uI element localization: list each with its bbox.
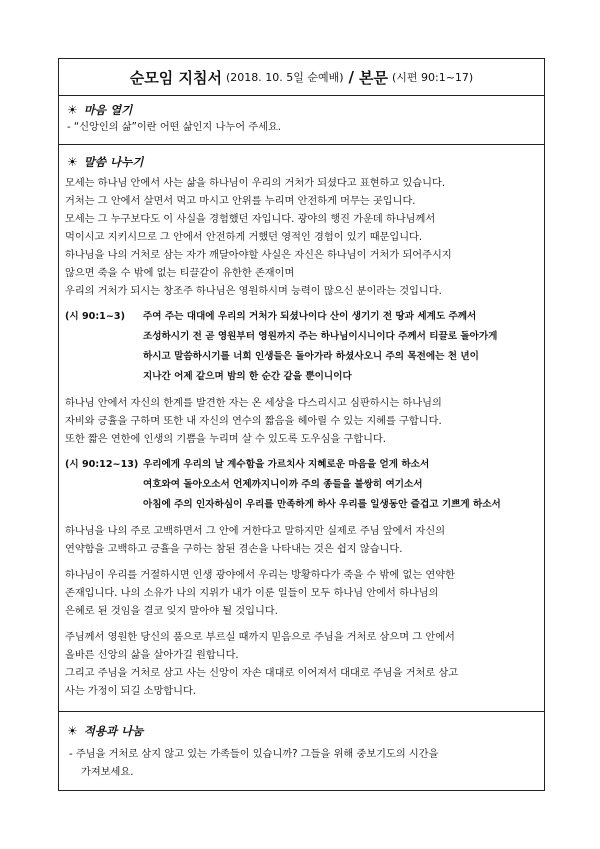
sun-icon: ☀ (67, 103, 78, 117)
worship-date: (2018. 10. 5일 순예배) (225, 71, 344, 84)
section-apply (59, 712, 544, 790)
share-paragraph-5 (65, 629, 538, 701)
main-text-label: 본문 (358, 68, 388, 87)
text-line: 우리의 거처가 되시는 창조주 하나님은 영원하시며 능력이 많으신 분이라는 것입니다. (65, 286, 442, 297)
verse-reference: (시 90:12~13) (65, 459, 139, 470)
verse-line: 아침에 주의 인자하심이 우리를 만족하게 하사 우리를 일생동안 즐겁고 기쁘게 하소서 (143, 499, 501, 510)
text-line: 모세는 하나님 안에서 사는 삶을 하나님이 우리의 거처가 되셨다고 표현하고 있습니다. (65, 178, 446, 189)
apply-heading-text: 적용과 나눔 (83, 724, 144, 738)
sun-icon: ☀ (67, 724, 78, 738)
apply-question (65, 746, 538, 782)
page-title: 순모임 지침서 (129, 68, 222, 87)
text-line: 하나님이 우리를 거절하시면 인생 광야에서 우리는 방황하다가 죽을 수 밖에 없는 연약한 (65, 570, 455, 581)
share-paragraph-1 (65, 175, 538, 301)
title-row (59, 59, 544, 96)
apply-heading (67, 722, 538, 740)
scripture-quote-2 (65, 455, 538, 515)
text-line: 은혜로 된 것임을 결코 잊지 말아야 될 것입니다. (65, 606, 278, 617)
text-line: 하나님 안에서 자신의 한계를 발견한 자는 온 세상을 다스리시고 심판하시는 하나님의 (65, 398, 442, 409)
verse-line: 조성하시기 전 곧 영원부터 영원까지 주는 하나님이시니이다 주께서 티끌로 돌아가게 (143, 331, 498, 342)
text-line: 주님께서 영원한 당신의 품으로 부르실 때까지 믿음으로 주님을 거처로 삼으며 그 안에서 (65, 632, 455, 643)
section-open-heart (59, 96, 544, 145)
text-line: 올바른 신앙의 삶을 살아가길 원합니다. (65, 650, 239, 661)
text-line: - 주님을 거처로 삼지 않고 있는 가족들이 있습니까? 그들을 위해 중보기도의 시간을 (69, 749, 439, 760)
scripture-passage: (시편 90:1~17) (391, 71, 474, 84)
text-line: 사는 가정이 되길 소망합니다. (65, 686, 197, 697)
section-share-word (59, 145, 544, 712)
worksheet-frame (58, 58, 545, 791)
text-line: 자비와 긍휼을 구하며 또한 내 자신의 연수의 짧음을 헤아릴 수 있는 지혜를 구합니다. (65, 416, 442, 427)
text-line: 먹이시고 지키시므로 그 안에서 안전하게 거했던 영적인 경험이 있기 때문입니다. (65, 232, 423, 243)
text-line: 않으면 죽을 수 밖에 없는 티끌같이 유한한 존재이며 (65, 268, 295, 279)
sun-icon: ☀ (67, 155, 78, 169)
verse-line: 여호와여 돌아오소서 언제까지니이까 주의 종들을 불쌍히 여기소서 (143, 479, 423, 490)
scripture-quote-1 (65, 307, 538, 387)
share-paragraph-2 (65, 395, 538, 449)
text-line: 모세는 그 누구보다도 이 사실을 경험했던 자입니다. 광야의 행진 가운데 하나님께서 (65, 214, 436, 225)
share-paragraph-3 (65, 523, 538, 559)
verse-text (143, 455, 538, 515)
text-line: 하나님을 나의 거처로 삼는 자가 깨달아야할 사실은 자신은 하나님이 거처가 되어주시지 (65, 250, 452, 261)
text-line: 존재입니다. 나의 소유가 나의 지위가 내가 이룬 일들이 모두 하나님 안에서 하나님의 (65, 588, 439, 599)
share-word-heading (67, 153, 538, 171)
text-line: 하나님을 나의 주로 고백하면서 그 안에 거한다고 말하지만 실제로 주님 앞에서 자신의 (65, 526, 446, 537)
verse-line: 우리에게 우리의 날 계수함을 가르치사 지혜로운 마음을 얻게 하소서 (143, 459, 430, 470)
text-line: 가져보세요. (81, 767, 134, 778)
verse-text (143, 307, 538, 387)
title-separator: / (348, 68, 354, 86)
verse-line: 주여 주는 대대에 우리의 거처가 되셨나이다 산이 생기기 전 땅과 세계도 주께서 (143, 311, 477, 322)
text-line: 또한 짧은 연한에 인생의 기쁨을 누리며 살 수 있도록 도우심을 구합니다. (65, 434, 387, 445)
open-heart-heading-text: 마음 열기 (83, 103, 133, 117)
text-line: 연약함을 고백하고 긍휼을 구하는 참된 겸손을 나타내는 것은 쉽지 않습니다. (65, 544, 403, 555)
share-word-heading-text: 말씀 나누기 (83, 155, 144, 169)
verse-line: 하시고 말씀하시기를 너희 인생들은 돌아가라 하셨사오니 주의 목전에는 천 년이 (143, 351, 479, 362)
open-heart-question: - “신앙인의 삶”이란 어떤 삶인지 나누어 주세요. (67, 122, 282, 133)
text-line: 거처는 그 안에서 살면서 먹고 마시고 안위를 누리며 안전하게 머무는 곳입니다. (65, 196, 416, 207)
text-line: 그리고 주님을 거처로 삼고 사는 신앙이 자손 대대로 이어져서 대대로 주님을 거처로 삼고 (65, 668, 459, 679)
share-paragraph-4 (65, 567, 538, 621)
verse-reference: (시 90:1~3) (65, 311, 125, 322)
verse-line: 지나간 어제 같으며 밤의 한 순간 같을 뿐이니이다 (143, 371, 352, 382)
open-heart-heading (67, 101, 538, 119)
